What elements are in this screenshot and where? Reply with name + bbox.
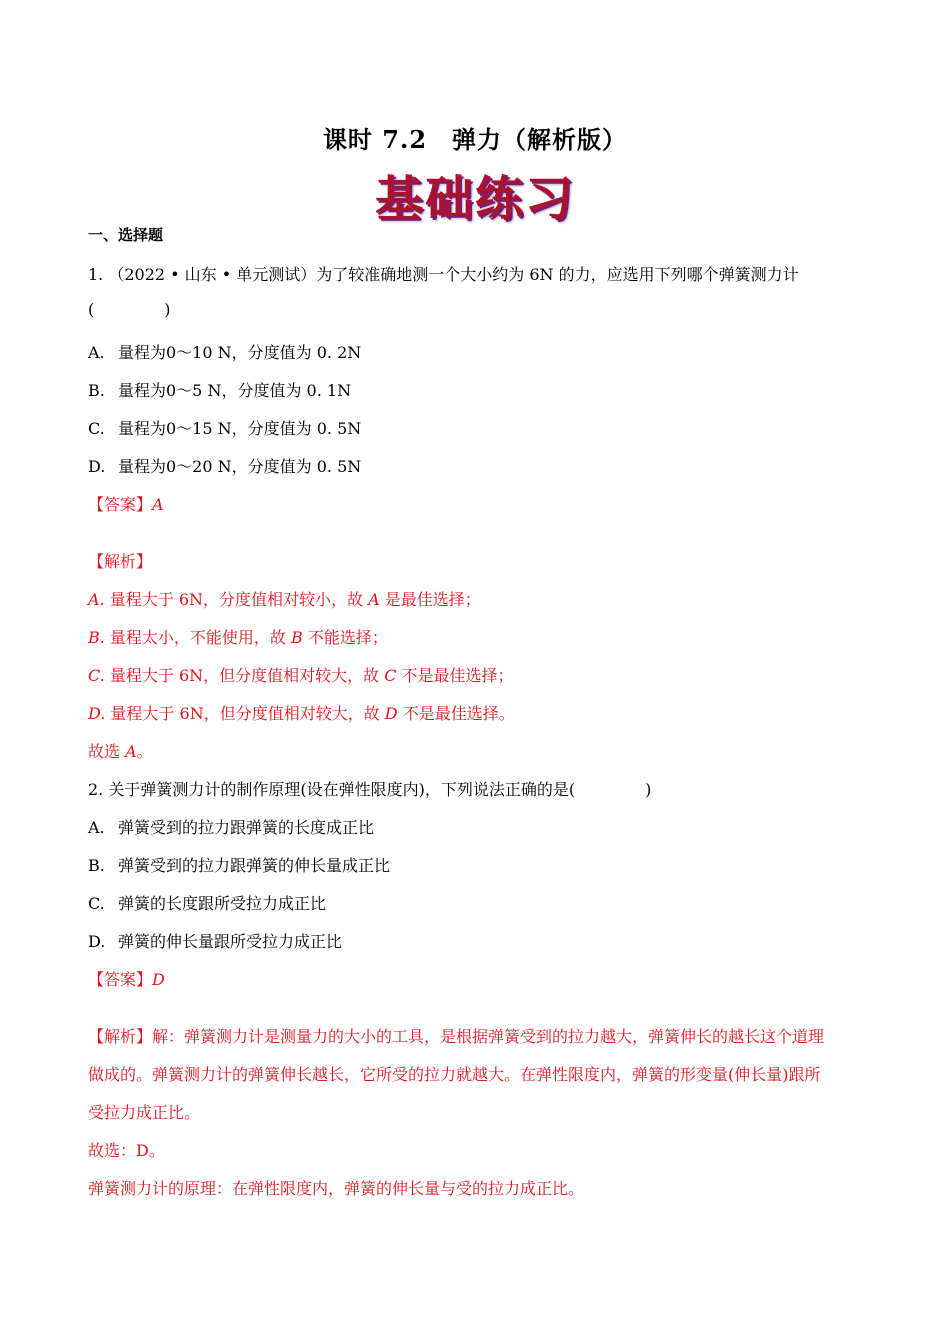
q2-stem [88,777,651,800]
conclusion-suffix: 。 [136,742,153,761]
analysis-text: 是最佳选择； [379,590,481,609]
q1-option-b [88,378,351,401]
option-text: 量程为0～15 N，分度值为 0. 5N [118,419,362,438]
q1-analysis-line-b [88,625,388,648]
analysis-ref: D [384,704,398,723]
analysis-lead: D. [88,704,106,723]
analysis-ref: C [384,666,397,685]
option-text: 量程为0～5 N，分度值为 0. 1N [118,381,352,400]
analysis-text: 量程大于 6N，分度值相对较小，故 [104,590,369,609]
analysis-text: 不是最佳选择。 [397,704,515,723]
option-letter: B. [88,381,105,400]
analysis-text: 量程太小，不能使用，故 [104,628,292,647]
analysis-text: 量程大于 6N，但分度值相对较大，故 [104,666,385,685]
analysis-ref: A [368,590,380,609]
q2-option-b [88,853,390,876]
q2-analysis-line-3: 受拉力成正比。 [88,1103,201,1122]
option-letter: C. [88,419,105,438]
q2-conclusion: 故选：D。 [88,1141,165,1160]
q1-option-c [88,416,361,439]
q1-analysis-line-d [88,701,515,724]
page-title: 课时 7.2 弹力（解析版） [322,125,628,154]
option-letter: A. [88,818,105,837]
q2-stem-text: 2. 关于弹簧测力计的制作原理(设在弹性限度内)，下列说法正确的是( [88,780,576,799]
analysis-lead: A. [88,590,105,609]
option-letter: D. [88,932,106,951]
q1-stem-line2 [88,300,171,319]
q2-option-c [88,891,326,914]
q1-conclusion [88,739,153,762]
q2-paren-close: ) [645,780,652,799]
q2-option-a [88,815,374,838]
answer-label: 【答案】 [88,970,153,989]
analysis-text: 量程大于 6N，但分度值相对较大，故 [105,704,385,723]
option-letter: B. [88,856,105,875]
q1-paren-open: ( [88,300,95,319]
answer-label: 【答案】 [88,495,153,514]
q2-analysis-line-1: 【解析】解：弹簧测力计是测量力的大小的工具，是根据弹簧受到的拉力越大，弹簧伸长的越长这个道理 [88,1027,825,1046]
analysis-lead: B. [88,628,105,647]
option-letter: D. [88,457,106,476]
answer-value: A [152,495,164,514]
q2-answer [88,967,165,990]
q1-stem-line1: 1. （2022 • 山东 • 单元测试）为了较准确地测一个大小约为 6N 的力，应选用下列哪个弹簧测力计 [88,265,799,284]
conclusion-prefix: 故选 [88,742,126,761]
section-heading: 一、选择题 [88,226,164,244]
option-letter: A. [88,343,105,362]
analysis-text: 不能选择； [302,628,388,647]
option-text: 弹簧的长度跟所受拉力成正比 [118,894,327,913]
option-text: 弹簧受到的拉力跟弹簧的伸长量成正比 [118,856,391,875]
analysis-lead: C. [88,666,105,685]
conclusion-ref: A [125,742,137,761]
q1-analysis-label: 【解析】 [88,552,153,571]
analysis-ref: B [291,628,303,647]
option-text: 量程为0～10 N，分度值为 0. 2N [118,343,362,362]
q2-analysis-line-2: 做成的。弹簧测力计的弹簧伸长越长，它所受的拉力就越大。在弹性限度内，弹簧的形变量(伸长量)跟所 [88,1065,821,1084]
q2-principle-note: 弹簧测力计的原理：在弹性限度内，弹簧的伸长量与受的拉力成正比。 [88,1179,585,1198]
q1-answer [88,492,164,515]
q1-option-d [88,454,361,477]
banner-heading: 基础练习 [374,171,575,227]
q1-paren-close: ) [164,300,171,319]
option-text: 量程为0～20 N，分度值为 0. 5N [118,457,362,476]
option-text: 弹簧受到的拉力跟弹簧的长度成正比 [118,818,375,837]
option-text: 弹簧的伸长量跟所受拉力成正比 [118,932,343,951]
q2-option-d [88,929,342,952]
option-letter: C. [88,894,105,913]
q1-analysis-line-a [88,587,481,610]
q1-option-a [88,340,361,363]
answer-value: D [152,970,165,989]
analysis-text: 不是最佳选择； [396,666,514,685]
q1-analysis-line-c [88,663,514,686]
